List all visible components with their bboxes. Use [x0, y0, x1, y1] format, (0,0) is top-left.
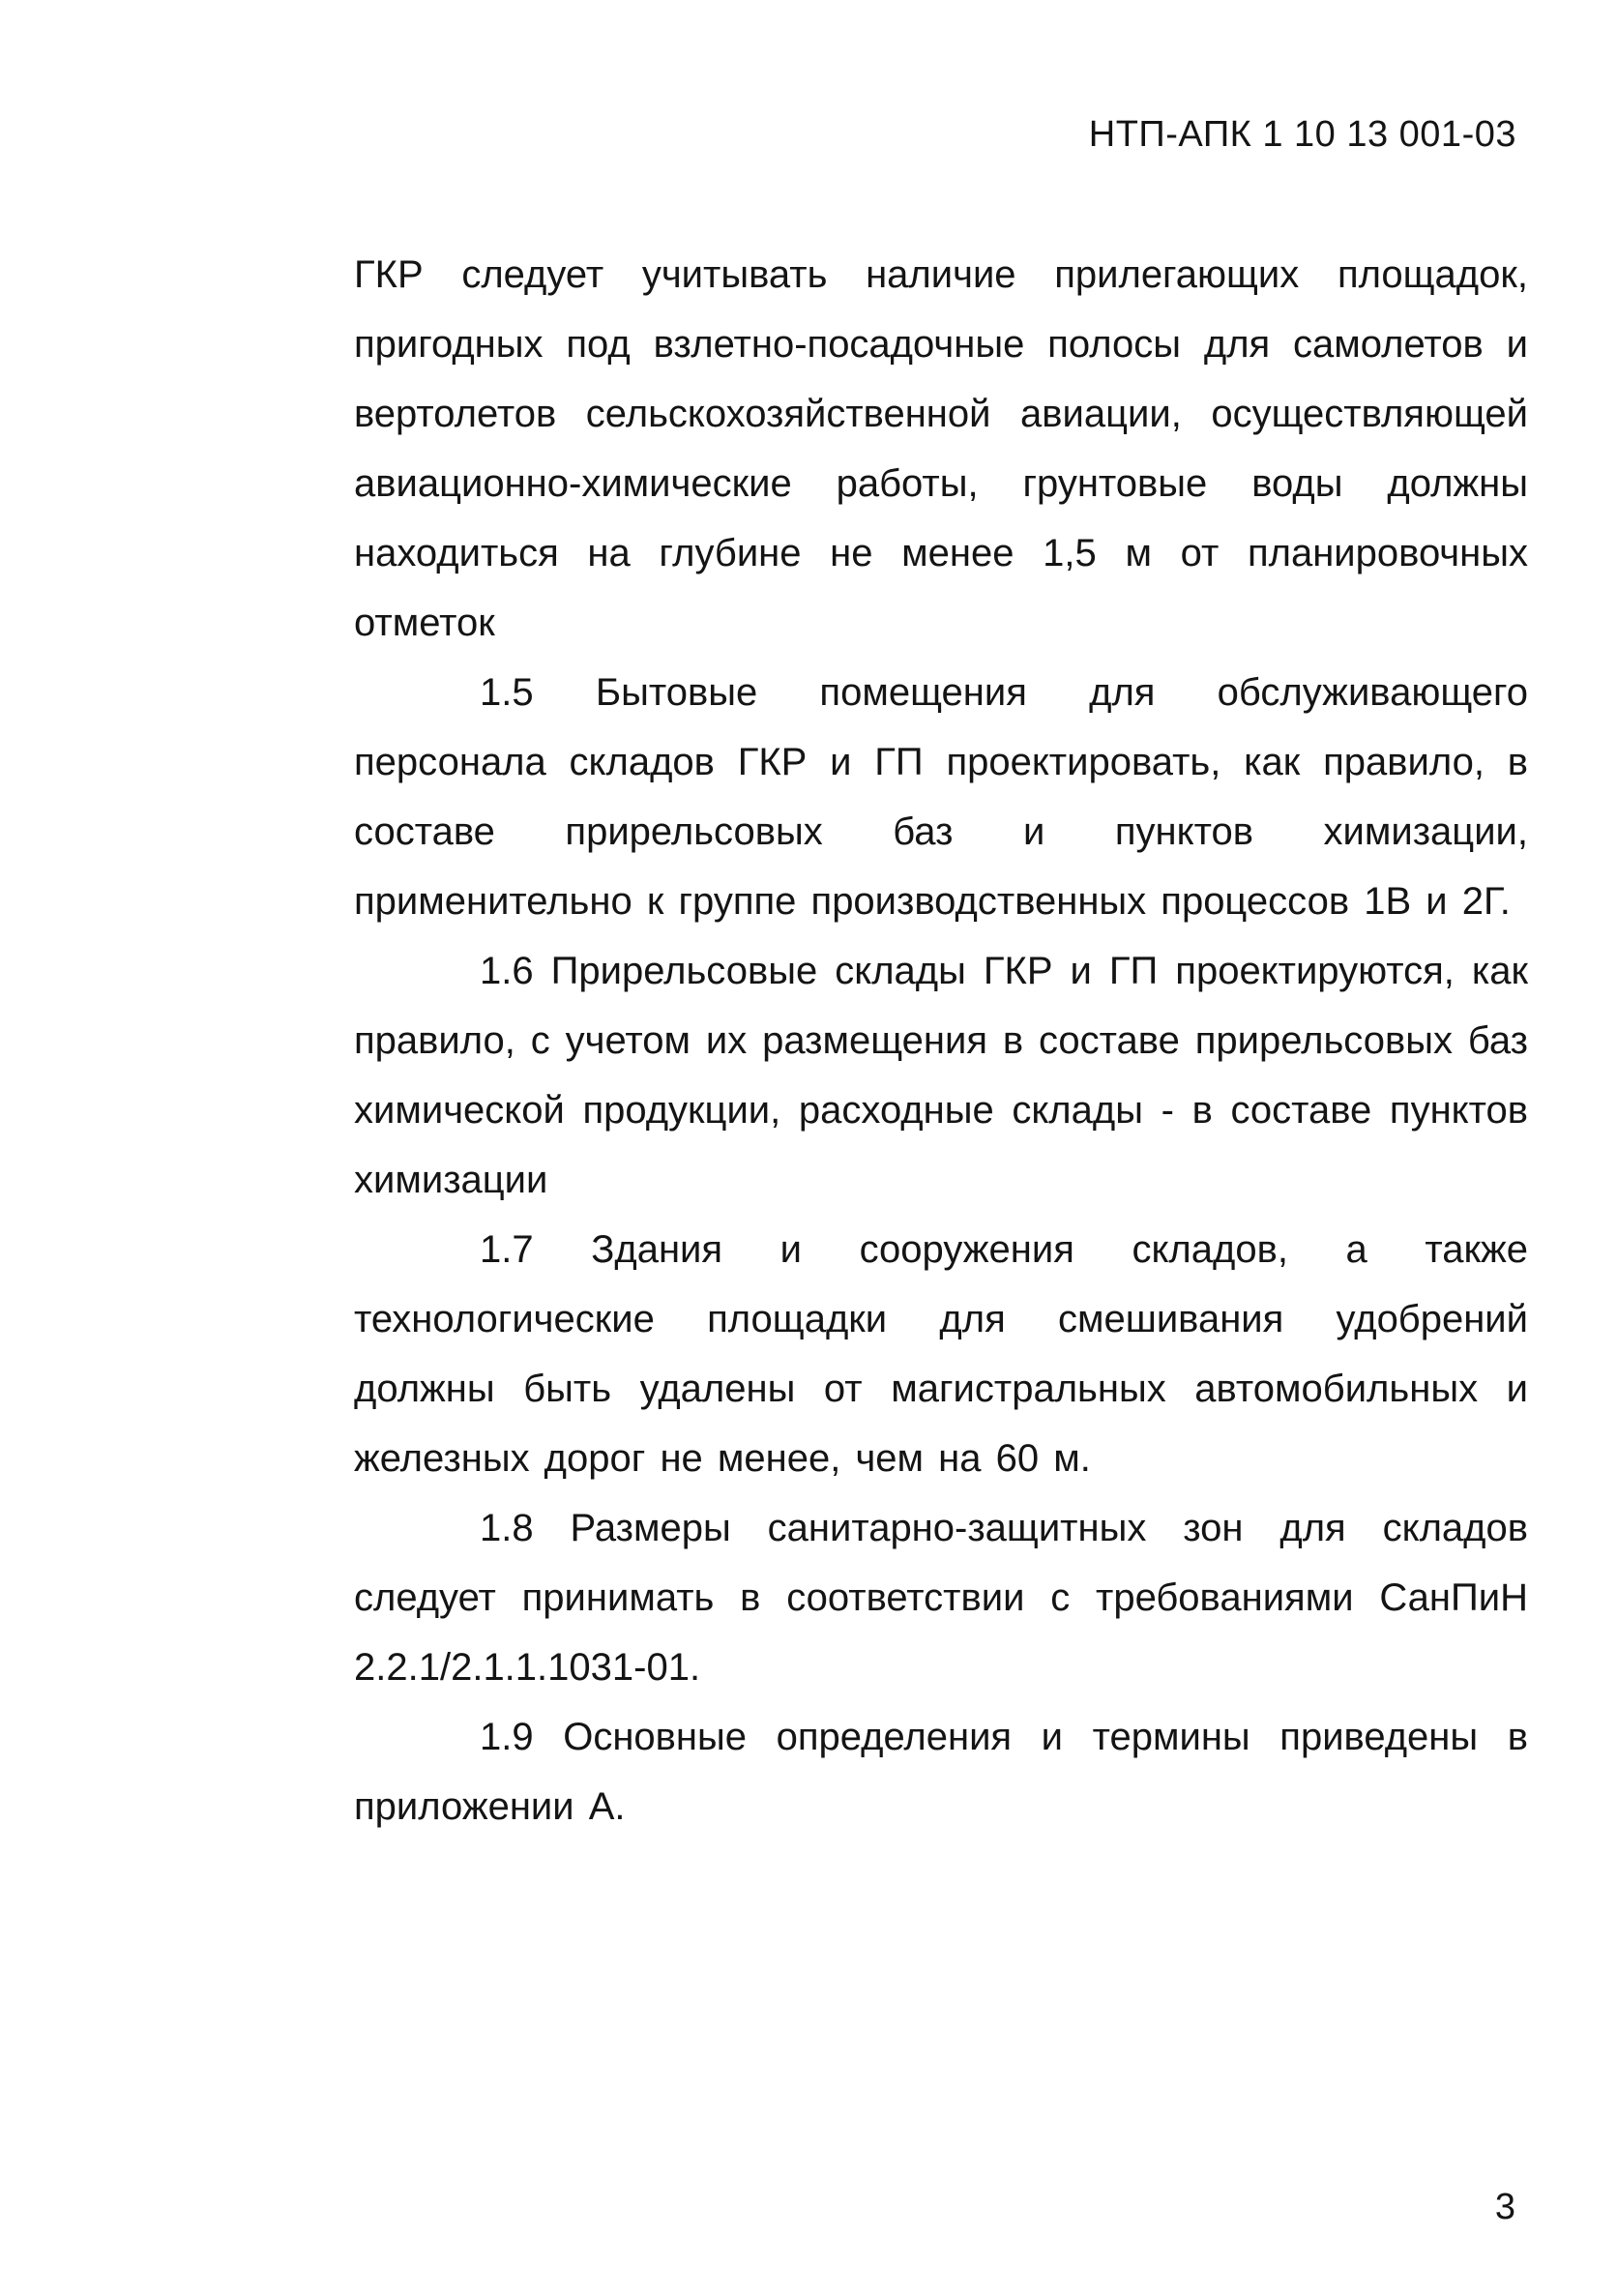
document-code-header: НТП-АПК 1 10 13 001-03 — [1088, 114, 1516, 155]
paragraph-1-7: 1.7 Здания и сооружения складов, а также технологические площадки для смешивания удобрений должны быть удалены от магистральных автомобильных и железных дорог не менее, чем на 60 м. — [354, 1228, 1528, 1480]
paragraph-continuation: ГКР следует учитывать наличие прилегающих площадок, пригодных под взлетно-посадочные полосы для самолетов и вертолетов сельскохозяйственной авиации, осуществляющей авиационно-химические работы, грунтовые воды должны находиться на глубине не менее 1,5 м от планировочных отметок — [354, 253, 1528, 644]
paragraph-1-9: 1.9 Основные определения и термины приведены в приложении А. — [354, 1716, 1528, 1828]
paragraph-1-8: 1.8 Размеры санитарно-защитных зон для складов следует принимать в соответствии с требованиями СанПиН 2.2.1/2.1.1.1031-01. — [354, 1507, 1528, 1689]
page-number: 3 — [1494, 2187, 1515, 2227]
paragraph-1-5: 1.5 Бытовые помещения для обслуживающего персонала складов ГКР и ГП проектировать, как правило, в составе прирельсовых баз и пунктов химизации, применительно к группе производственных процессов 1В и 2Г. — [354, 671, 1528, 923]
paragraph-1-6: 1.6 Прирельсовые склады ГКР и ГП проектируются, как правило, с учетом их размещения в составе прирельсовых баз химической продукции, расходные склады - в составе пунктов химизации — [354, 950, 1528, 1201]
document-body — [354, 240, 1528, 1841]
